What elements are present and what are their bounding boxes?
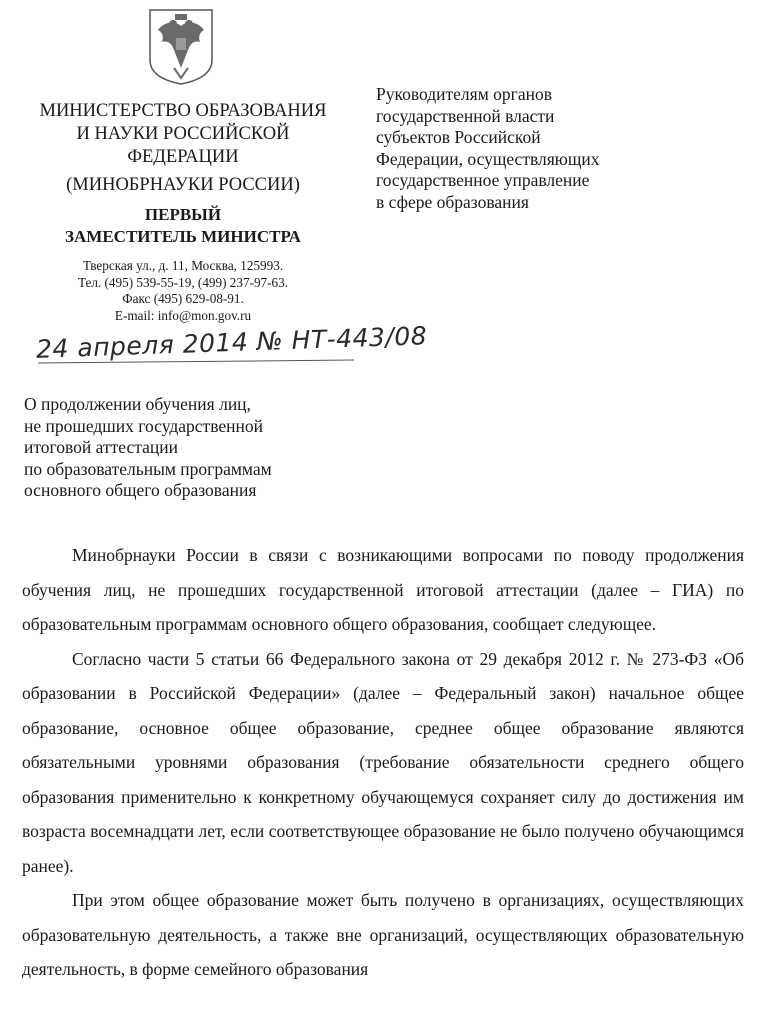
handwritten-underline	[36, 358, 356, 366]
position-line-1: ПЕРВЫЙ	[144, 205, 222, 224]
body-paragraph-3: При этом общее образование может быть получено в организациях, осуществляющих образовательную деятельность, а также вне организаций, осуществляющих образовательную деятельность, в форме семейного образования	[22, 890, 744, 979]
subject-line-4: по образовательным программам	[24, 458, 272, 479]
body-paragraph-2: Согласно части 5 статьи 66 Федерального закона от 29 декабря 2012 г. № 273-ФЗ «Об образовании в Российской Федерации» (далее – Федеральный закон) начальное общее образование, основное общее образование, среднее общее образование являются обязательными уровнями образования (требование обязательности среднего общего образования применительно к конкретному обучающемуся сохраняет силу до достижения им возраста восемнадцати лет, если соответствующее образование не было получено обучающимся ранее).	[22, 648, 744, 876]
contact-block	[20, 258, 346, 324]
recipient-line-3: субъектов Российской	[376, 127, 541, 147]
state-emblem	[146, 8, 216, 86]
letter-body	[22, 538, 744, 987]
subject-line-5: основного общего образования	[24, 480, 257, 500]
fax: Факс (495) 629-08-91.	[122, 291, 244, 306]
recipient-block	[376, 84, 666, 213]
ministry-name	[20, 100, 346, 197]
email: E-mail: info@mon.gov.ru	[114, 307, 252, 323]
recipient-line-2: государственной власти	[376, 105, 555, 126]
ministry-line-2: И НАУКИ РОССИЙСКОЙ	[76, 124, 290, 144]
recipient-line-1: Руководителям органов	[376, 84, 552, 104]
address: Тверская ул., д. 11, Москва, 125993.	[82, 258, 284, 273]
letter-subject	[24, 394, 354, 502]
ministry-line-3: ФЕДЕРАЦИИ	[127, 147, 239, 167]
subject-line-3: итоговой аттестации	[24, 437, 178, 457]
recipient-line-5: государственное управление	[376, 170, 590, 190]
recipient-line-4: Федерации, осуществляющих	[376, 148, 600, 169]
recipient-line-6: в сфере образования	[376, 191, 529, 212]
signatory-position	[20, 204, 346, 248]
handwritten-date-number: 24 апреля 2014 № НТ-443/08	[35, 321, 428, 364]
ministry-line-1: МИНИСТЕРСТВО ОБРАЗОВАНИЯ	[39, 101, 327, 121]
phones: Тел. (495) 539-55-19, (499) 237-97-63.	[77, 274, 289, 290]
body-paragraph-1: Минобрнауки России в связи с возникающими вопросами по поводу продолжения обучения лиц, не прошедших государственной итоговой аттестации (далее – ГИА) по образовательным программам основного общего образования, сообщает следующее.	[22, 545, 744, 634]
subject-line-1: О продолжении обучения лиц,	[24, 394, 251, 414]
position-line-2: ЗАМЕСТИТЕЛЬ МИНИСТРА	[65, 227, 301, 246]
ministry-short-name: (МИНОБРНАУКИ РОССИИ)	[66, 175, 300, 195]
subject-line-2: не прошедших государственной	[24, 415, 263, 436]
